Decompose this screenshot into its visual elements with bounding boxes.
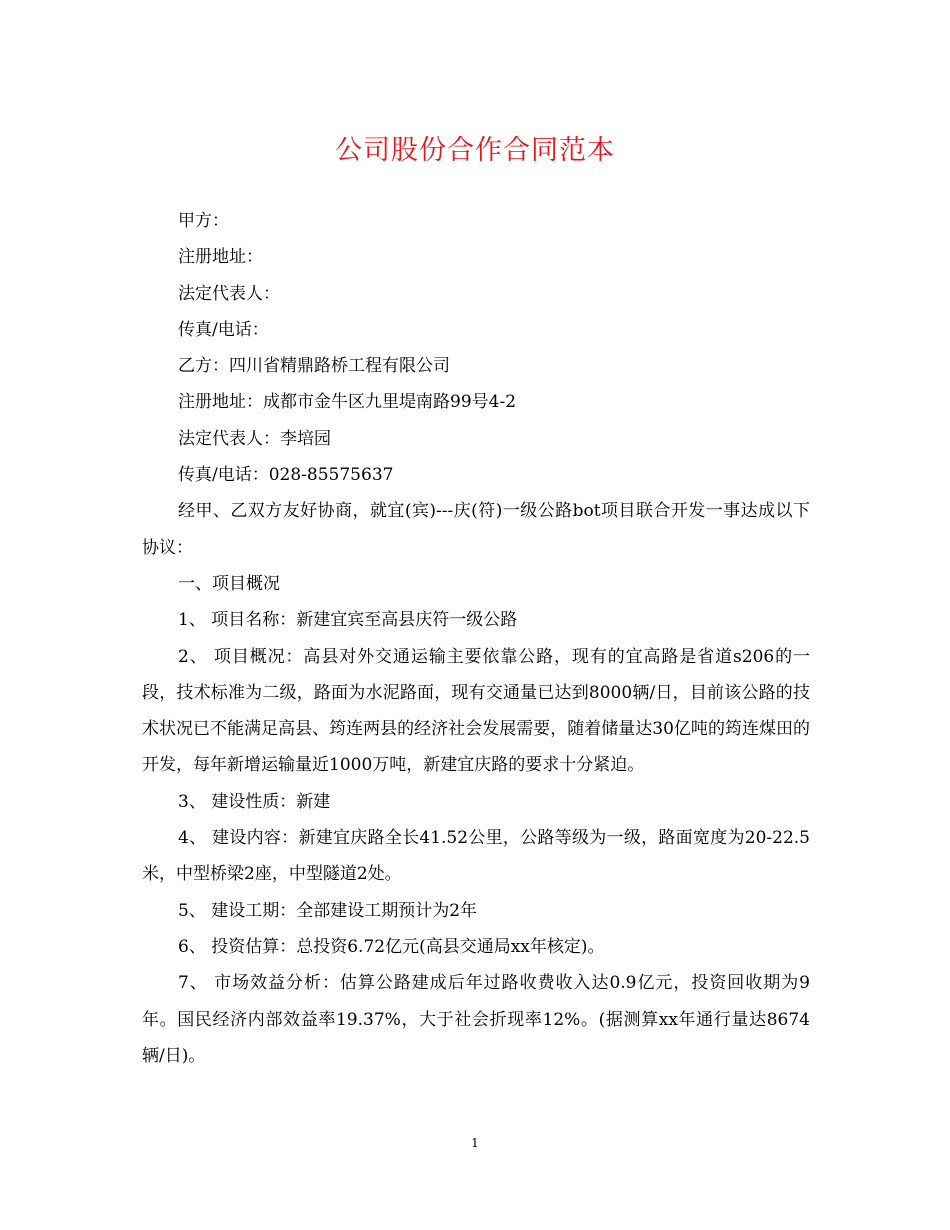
party-b-label: 乙方：四川省精鼎路桥工程有限公司 [178, 356, 450, 377]
party-b-address: 注册地址：成都市金牛区九里堤南路99号4-2 [178, 392, 517, 413]
page-number: 1 [471, 1136, 479, 1150]
clause-construction-period: 5、 建设工期：全部建设工期预计为2年 [178, 900, 478, 921]
clause-project-overview: 2、 项目概况：高县对外交通运输主要依靠公路，现有的宜高路是省道s206的一段，技术标准为二级，路面为水泥路面，现有交通量已达到8000辆/日，目前该公路的技术状况已不能满足高县、筠连两县的经济社会发展需要，随着储量达30亿吨的筠连煤田的开发，每年新增运输量近1000万吨，新建宜庆路的要求十分紧迫。 [142, 646, 810, 776]
document-title: 公司股份合作合同范本 [335, 135, 615, 166]
section-heading-project-overview: 一、项目概况 [178, 573, 280, 594]
party-b-representative: 法定代表人：李培园 [178, 428, 331, 449]
party-a-fax-phone: 传真/电话： [178, 319, 269, 340]
clause-investment-estimate: 6、 投资估算：总投资6.72亿元(高县交通局xx年核定)。 [178, 936, 605, 957]
party-a-representative: 法定代表人： [178, 283, 280, 304]
party-a-label: 甲方： [178, 211, 229, 231]
clause-project-name: 1、 项目名称：新建宜宾至高县庆符一级公路 [178, 610, 518, 631]
clause-market-benefit-analysis: 7、 市场效益分析：估算公路建成后年过路收费收入达0.9亿元，投资回收期为9年。国民经济内部效益率19.37%，大于社会折现率12%。(据测算xx年通行量达8674辆/日)。 [142, 973, 810, 1066]
clause-construction-content: 4、 建设内容：新建宜庆路全长41.52公里，公路等级为一级，路面宽度为20-22.5米，中型桥梁2座，中型隧道2处。 [142, 828, 810, 885]
agreement-intro: 经甲、乙双方友好协商，就宜(宾)---庆(符)一级公路bot项目联合开发一事达成以下协议： [142, 501, 810, 558]
clause-construction-nature: 3、 建设性质：新建 [178, 791, 331, 812]
party-b-fax-phone: 传真/电话：028-85575637 [178, 465, 394, 486]
document-body [142, 203, 810, 1074]
party-a-address: 注册地址： [178, 247, 263, 268]
